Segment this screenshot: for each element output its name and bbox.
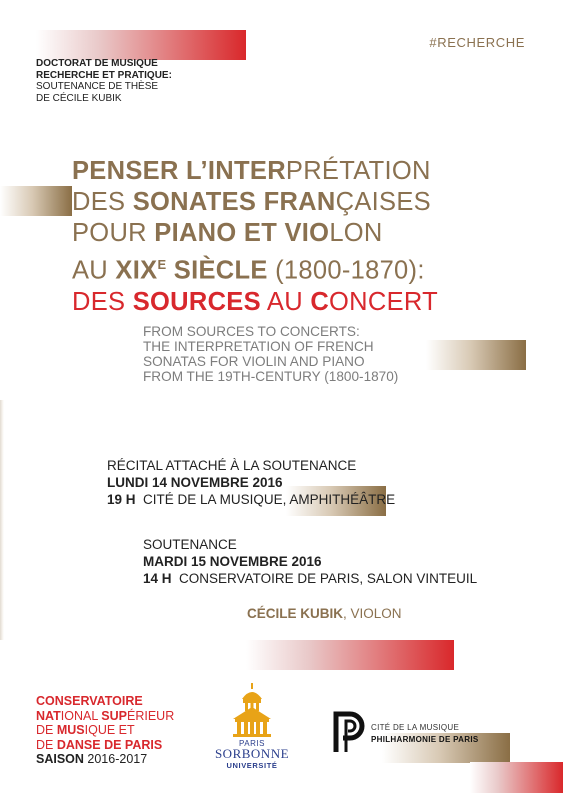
- title-left-gold-bar: [0, 186, 72, 216]
- cons-l2c: SUP: [101, 708, 127, 723]
- event1-place: CITÉ DE LA MUSIQUE, AMPHITHÉÂTRE: [143, 492, 396, 507]
- event2-place: CONSERVATOIRE DE PARIS, SALON VINTEUIL: [179, 571, 478, 586]
- title-l5d: C: [310, 287, 330, 316]
- philharmonie-p-icon: [333, 711, 367, 753]
- title-l2c: FRAN: [256, 188, 336, 216]
- title-l3b: PIANO ET VIO: [154, 219, 330, 247]
- cons-l4c: DE PARIS: [100, 737, 163, 752]
- event1-date: LUNDI 14 NOVEMBRE 2016: [107, 475, 283, 490]
- event2-date: MARDI 15 NOVEMBRE 2016: [143, 554, 322, 569]
- conservatoire-logo: [36, 694, 174, 767]
- title-l4sup: E: [157, 257, 167, 272]
- title-l4c: SIÈCLE: [166, 256, 268, 285]
- cons-l4a: DE: [36, 737, 57, 752]
- sorbonne-building-icon: [206, 683, 298, 737]
- cons-l3: [36, 723, 174, 738]
- header-line4: DE CÉCILE KUBIK: [36, 92, 122, 104]
- title-l2d: ÇAISES: [335, 188, 431, 216]
- title-l5e: ONCERT: [329, 287, 439, 316]
- subtitle-line: FROM THE 19TH-CENTURY (1800-1870): [143, 369, 399, 384]
- cons-l5b: 2016-2017: [87, 752, 148, 766]
- title-line5: [72, 287, 438, 318]
- sorbonne-name: SORBONNE: [214, 746, 290, 761]
- event1-when-where: [107, 491, 395, 508]
- title-l1c: PRÉTATION: [285, 157, 431, 185]
- subtitle-gold-bar: [426, 340, 526, 370]
- footer-red-bar: [470, 762, 563, 793]
- cons-l5a: SAISON: [36, 752, 88, 766]
- event1-time: 19 H: [107, 492, 136, 507]
- cons-l2b: IONAL: [60, 708, 102, 723]
- event2-when-where: [143, 570, 477, 587]
- title-l4a: AU: [72, 256, 116, 285]
- header-line3: SOUTENANCE DE THÈSE: [36, 81, 159, 92]
- event-recital: [107, 457, 395, 508]
- cons-l5: [36, 752, 174, 767]
- english-subtitle: [143, 324, 398, 384]
- title-l3c: LON: [329, 219, 383, 247]
- header-line1: DOCTORAT DE MUSIQUE: [36, 58, 158, 69]
- philharmonie-line2: PHILHARMONIE DE PARIS: [371, 735, 479, 744]
- event-defense: [143, 536, 477, 587]
- title-l1a: PENSER L’: [72, 157, 208, 185]
- title-line3: [72, 218, 438, 249]
- header-line2: RECHERCHE ET PRATIQUE:: [36, 69, 172, 81]
- title-line1: [72, 156, 438, 187]
- cons-l4b: DANSE: [56, 737, 101, 752]
- title-l4d: (1800-1870):: [267, 256, 425, 285]
- title-l2b: SONATES: [132, 188, 257, 216]
- event1-label: RÉCITAL ATTACHÉ À LA SOUTENANCE: [107, 458, 357, 473]
- title-l1b: INTER: [207, 157, 286, 185]
- title-l5c: AU: [260, 287, 311, 316]
- performer-name: CÉCILE KUBIK: [247, 606, 344, 621]
- title-l5b: SOURCES: [132, 287, 261, 316]
- subtitle-line: THE INTERPRETATION OF FRENCH: [143, 339, 374, 354]
- performer: [247, 605, 402, 622]
- title-l4b: XIX: [115, 256, 158, 285]
- hashtag: #RECHERCHE: [429, 35, 525, 50]
- cons-l3a: DE: [36, 723, 57, 737]
- header-block: [36, 58, 172, 104]
- title-l3a: POUR: [72, 219, 155, 247]
- title-line2: [72, 187, 438, 218]
- philharmonie-line1: CITÉ DE LA MUSIQUE: [371, 723, 460, 732]
- cons-l1: CONSERVATOIRE: [36, 694, 143, 708]
- title-l5a: DES: [72, 287, 133, 316]
- bottom-red-bar: [246, 640, 454, 670]
- cons-l2a: NAT: [36, 708, 61, 723]
- event2-label: SOUTENANCE: [143, 537, 237, 552]
- top-red-bar: [36, 30, 246, 60]
- sorbonne-paris: PARIS: [239, 739, 265, 748]
- cons-l2d: ÉRIEUR: [127, 708, 175, 723]
- subtitle-line: SONATAS FOR VIOLIN AND PIANO: [143, 354, 365, 369]
- title-l2a: DES: [72, 188, 133, 216]
- sorbonne-univ: UNIVERSITÉ: [226, 761, 278, 770]
- performer-role: , VIOLON: [343, 606, 402, 621]
- cons-l2: [36, 709, 174, 724]
- cons-l3c: IQUE ET: [84, 723, 135, 737]
- subtitle-line: FROM SOURCES TO CONCERTS:: [143, 324, 360, 339]
- cons-l4: [36, 738, 174, 753]
- cons-l3b: MUS: [56, 723, 85, 737]
- main-title: [72, 156, 438, 318]
- page-edge-gold-bar: [0, 400, 4, 640]
- event2-time: 14 H: [143, 571, 172, 586]
- title-line4: [72, 249, 438, 287]
- sorbonne-logo: [206, 683, 298, 773]
